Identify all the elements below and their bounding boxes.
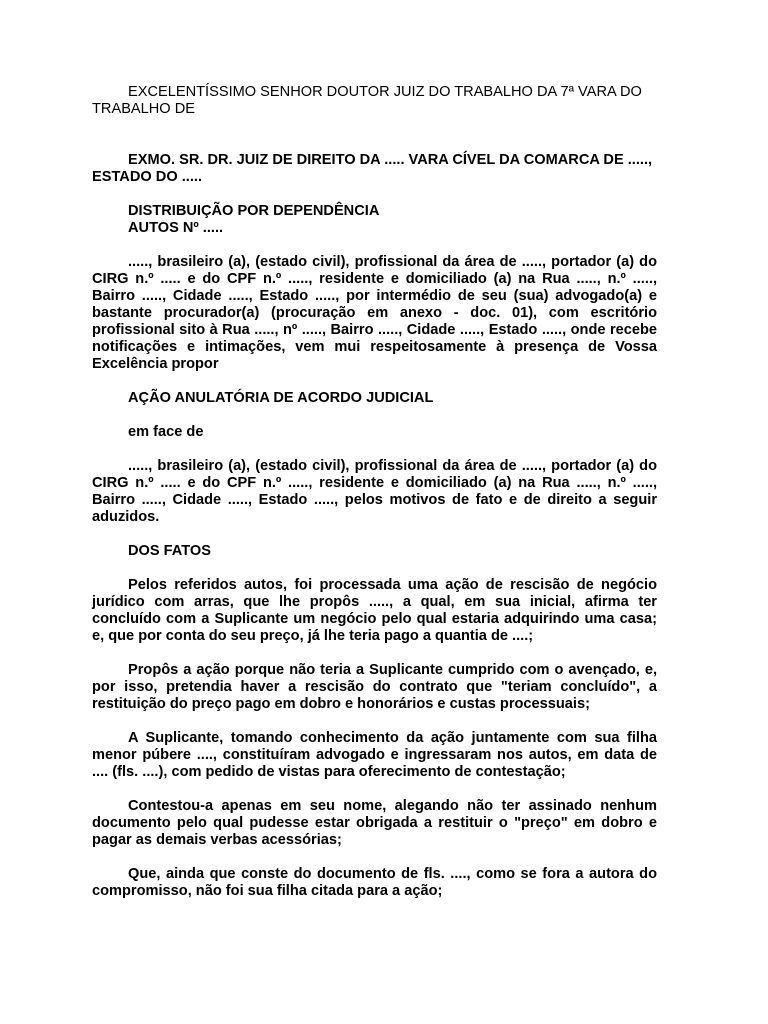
action-title: AÇÃO ANULATÓRIA DE ACORDO JUDICIAL	[128, 390, 434, 406]
facts-paragraph: Pelos referidos autos, foi processada uma ação de rescisão de negócio jurídico com arras, que lhe propôs ....., a qual, em sua inicial, afirma ter concluído com a Suplicante um negócio pelo qual estaria adquirindo uma casa; e, que por conta do seu preço, já lhe teria pago a quantia de ....;	[92, 577, 657, 644]
facts-paragraph: Propôs a ação porque não teria a Suplicante cumprido com o avençado, e, por isso, pretendia haver a rescisão do contrato que "teriam concluído", a restituição do preço pago em dobro e honorários e custas processuais;	[92, 662, 657, 712]
defendant-paragraph: ....., brasileiro (a), (estado civil), profissional da área de ....., portador (a) do CIRG n.º ..... e do CPF n.º ....., residente e domiciliado (a) na Rua ....., n.º ....., Bairro ....., Cidade ....., Estado ....., pelos motivos de fato e de direito a seguir aduzidos.	[92, 458, 657, 525]
facts-heading: DOS FATOS	[128, 543, 211, 559]
against-label: em face de	[128, 424, 204, 440]
header-line: EXCELENTÍSSIMO SENHOR DOUTOR JUIZ DO TRABALHO DA 7ª VARA DO TRABALHO DE	[92, 84, 642, 117]
addressee: EXMO. SR. DR. JUIZ DE DIREITO DA ..... VARA CÍVEL DA COMARCA DE ....., ESTADO DO .....	[92, 152, 653, 185]
facts-paragraph: Contestou-a apenas em seu nome, alegando não ter assinado nenhum documento pelo qual pudesse estar obrigada a restituir o "preço" em dobro e pagar as demais verbas acessórias;	[92, 798, 657, 848]
case-number: AUTOS Nº .....	[128, 220, 224, 236]
plaintiff-paragraph: ....., brasileiro (a), (estado civil), profissional da área de ....., portador (a) do CIRG n.º ..... e do CPF n.º ....., residente e domiciliado (a) na Rua ....., n.º ....., Bairro ....., Cidade ....., Estado ....., por intermédio de seu (sua) advogado(a) e bastante procurador(a) (procuração em anexo - doc. 01), com escritório profissional sito à Rua ....., nº ....., Bairro ....., Cidade ....., Estado ....., onde recebe notificações e intimações, vem mui respeitosamente à presença de Vossa Excelência propor	[92, 254, 657, 372]
facts-paragraph: A Suplicante, tomando conhecimento da ação juntamente com sua filha menor púbere ...., constituíram advogado e ingressaram nos autos, em data de .... (fls. ....), com pedido de vistas para oferecimento de contestação;	[92, 730, 657, 780]
distribution-label: DISTRIBUIÇÃO POR DEPENDÊNCIA	[128, 203, 380, 219]
facts-paragraph: Que, ainda que conste do documento de fls. ...., como se fora a autora do compromisso, não foi sua filha citada para a ação;	[92, 866, 657, 899]
document-page	[92, 84, 657, 900]
